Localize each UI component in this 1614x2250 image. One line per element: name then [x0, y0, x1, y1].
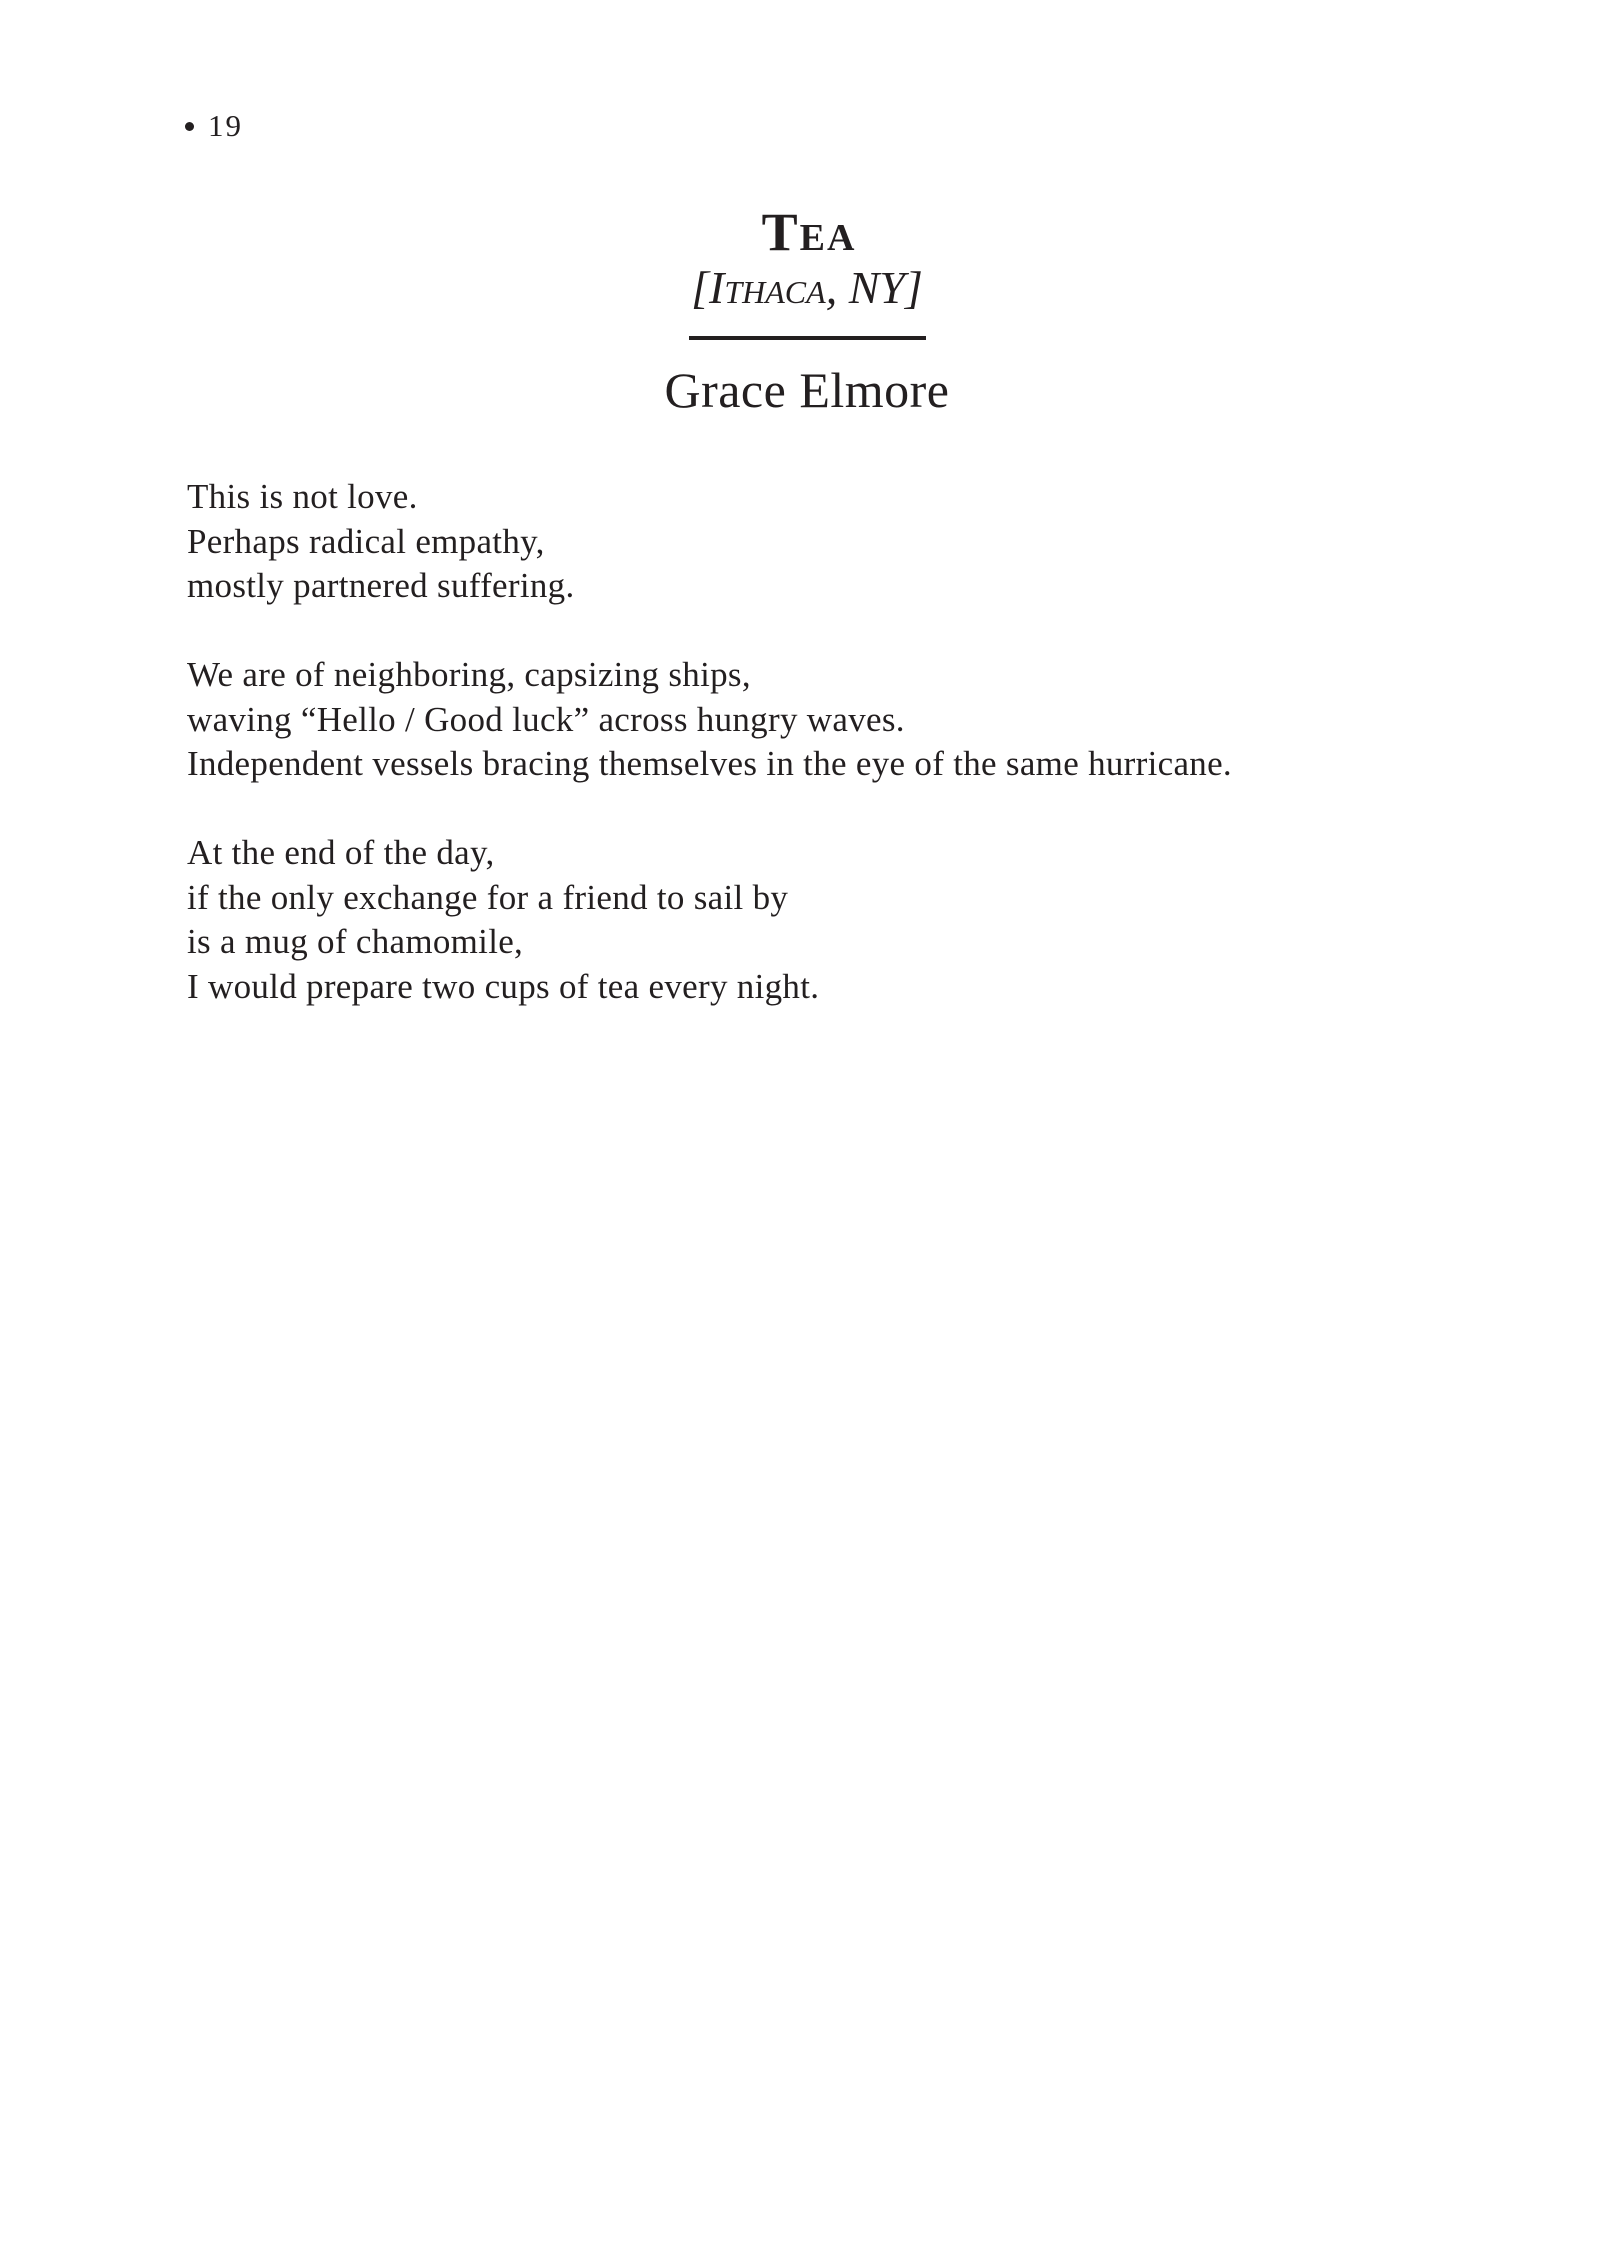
poem-line: is a mug of chamomile, [187, 922, 524, 961]
bullet-icon [185, 122, 194, 131]
poem-line: I would prepare two cups of tea every night. [187, 966, 820, 1006]
poem-location: [Ithaca, NY] [691, 262, 923, 313]
stanza-2 [187, 653, 1232, 787]
poem-body [187, 475, 1232, 1054]
poem-line: if the only exchange for a friend to sail by [187, 877, 789, 917]
poem-header [0, 200, 1614, 422]
poem-line: mostly partnered suffering. [187, 566, 575, 605]
poem-line: waving “Hello / Good luck” across hungry waves. [187, 699, 905, 739]
poem-line: This is not love. [187, 477, 418, 516]
page-number-value: 19 [208, 108, 243, 143]
stanza-1 [187, 475, 1232, 609]
page-number [185, 106, 243, 146]
title-divider [689, 336, 926, 340]
poem-line: At the end of the day, [187, 833, 495, 872]
poem-line: Independent vessels bracing themselves in the eye of the same hurricane. [187, 744, 1232, 783]
poem-line: Perhaps radical empathy, [187, 521, 545, 561]
poem-title: Tea [761, 202, 857, 262]
poem-author: Grace Elmore [664, 362, 950, 418]
poem-line: We are of neighboring, capsizing ships, [187, 655, 751, 694]
stanza-3 [187, 831, 1232, 1009]
